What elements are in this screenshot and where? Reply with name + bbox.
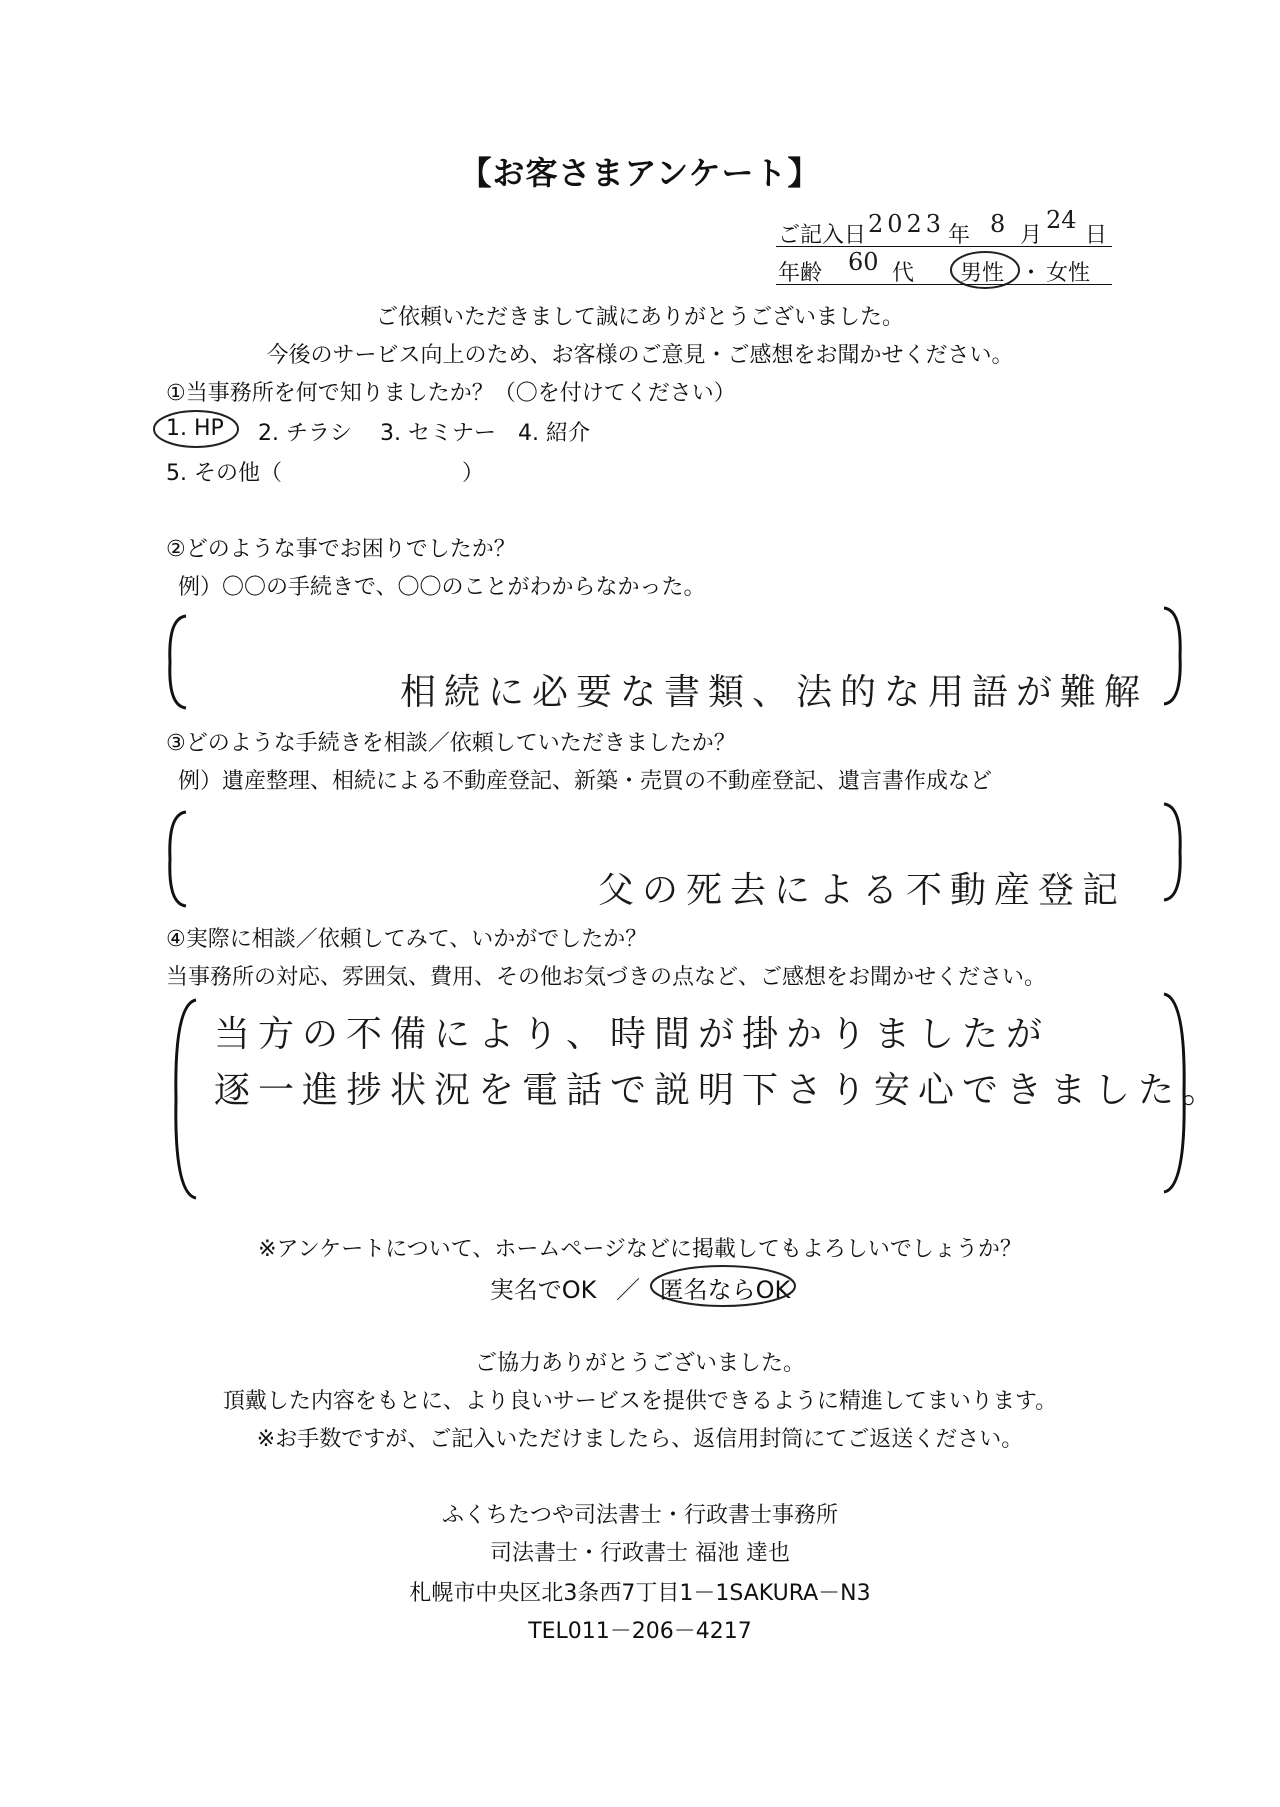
gender-separator: ・ xyxy=(1020,261,1043,286)
entry-month-unit: 月 xyxy=(1020,223,1043,248)
q2-example: 例）〇〇の手続きで、〇〇のことがわからなかった。 xyxy=(178,575,706,600)
publish-question: ※アンケートについて、ホームページなどに掲載してもよろしいでしょうか？ xyxy=(258,1237,1022,1262)
q1-question: ①当事務所を何で知りましたか？（〇を付けてください） xyxy=(166,381,736,406)
entry-date-label: ご記入日 xyxy=(778,223,867,248)
age-label: 年齢 xyxy=(778,261,823,286)
publish-anonymous: 匿名ならOK xyxy=(659,1276,791,1304)
q3-question: ③どのような手続きを相談／依頼していただきましたか？ xyxy=(166,731,736,756)
q2-answer: 相続に必要な書類、法的な用語が難解 xyxy=(400,672,1149,713)
age-underline xyxy=(776,284,1112,285)
closing-line-3: ※お手数ですが、ご記入いただけましたら、返信用封筒にてご返送ください。 xyxy=(256,1427,1024,1452)
q3-answer: 父の死去による不動産登記 xyxy=(598,870,1127,911)
publish-options xyxy=(0,1270,1280,1305)
q4-answer-line-2: 逐一進捗状況を電話で説明下さり安心できました。 xyxy=(214,1070,1227,1111)
anonymous-circle xyxy=(648,1262,798,1310)
page-title: 【お客さまアンケート】 xyxy=(459,154,821,192)
office-address: 札幌市中央区北3条西7丁目1－1SAKURA－N3 xyxy=(409,1581,871,1606)
q4-question: ④実際に相談／依頼してみて、いかがでしたか？ xyxy=(166,927,648,952)
q1-option-seminar: 3. セミナー xyxy=(380,421,496,446)
q1-option-hp: 1. HP xyxy=(166,416,224,441)
q2-right-bracket xyxy=(1158,604,1188,708)
entry-month: 8 xyxy=(990,210,1006,238)
q3-right-bracket xyxy=(1158,800,1188,904)
entry-day-unit: 日 xyxy=(1085,223,1108,248)
q4-subtext: 当事務所の対応、雰囲気、費用、その他お気づきの点など、ご感想をお聞かせください。 xyxy=(166,965,1047,990)
q2-left-bracket xyxy=(162,612,192,712)
q4-left-bracket xyxy=(166,996,202,1202)
gender-female: 女性 xyxy=(1046,261,1091,286)
office-tel: TEL011－206－4217 xyxy=(528,1619,752,1644)
publish-slash: ／ xyxy=(616,1276,640,1304)
gender-male: 男性 xyxy=(960,261,1005,286)
q1-option-flyer: 2. チラシ xyxy=(258,421,352,446)
age-unit: 代 xyxy=(892,261,915,286)
age-value: 60 xyxy=(848,248,879,276)
closing-line-1: ご協力ありがとうございました。 xyxy=(474,1351,805,1376)
q3-left-bracket xyxy=(162,808,192,910)
intro-line-1: ご依頼いただきまして誠にありがとうございました。 xyxy=(375,305,904,330)
office-person: 司法書士・行政書士 福池 達也 xyxy=(490,1541,790,1566)
q3-example: 例）遺産整理、相続による不動産登記、新築・売買の不動産登記、遺言書作成など xyxy=(178,769,993,794)
q2-question: ②どのような事でお困りでしたか？ xyxy=(166,537,516,562)
intro-line-2: 今後のサービス向上のため、お客様のご意見・ご感想をお聞かせください。 xyxy=(266,343,1014,368)
office-name: ふくちたつや司法書士・行政書士事務所 xyxy=(441,1503,838,1528)
entry-year: 2023 xyxy=(868,210,946,238)
q1-other-close: ） xyxy=(462,461,485,486)
q1-option-other: 5. その他（ xyxy=(166,461,282,486)
entry-date-underline xyxy=(776,246,1112,247)
entry-year-unit: 年 xyxy=(948,223,971,248)
q1-option-referral: 4. 紹介 xyxy=(518,421,590,446)
q4-answer-line-1: 当方の不備により、時間が掛かりましたが xyxy=(214,1014,1051,1055)
publish-real-name: 実名でOK xyxy=(489,1276,597,1304)
entry-day: 24 xyxy=(1046,206,1077,234)
closing-line-2: 頂戴した内容をもとに、より良いサービスを提供できるように精進してまいります。 xyxy=(222,1389,1058,1414)
hp-circle xyxy=(152,408,242,450)
